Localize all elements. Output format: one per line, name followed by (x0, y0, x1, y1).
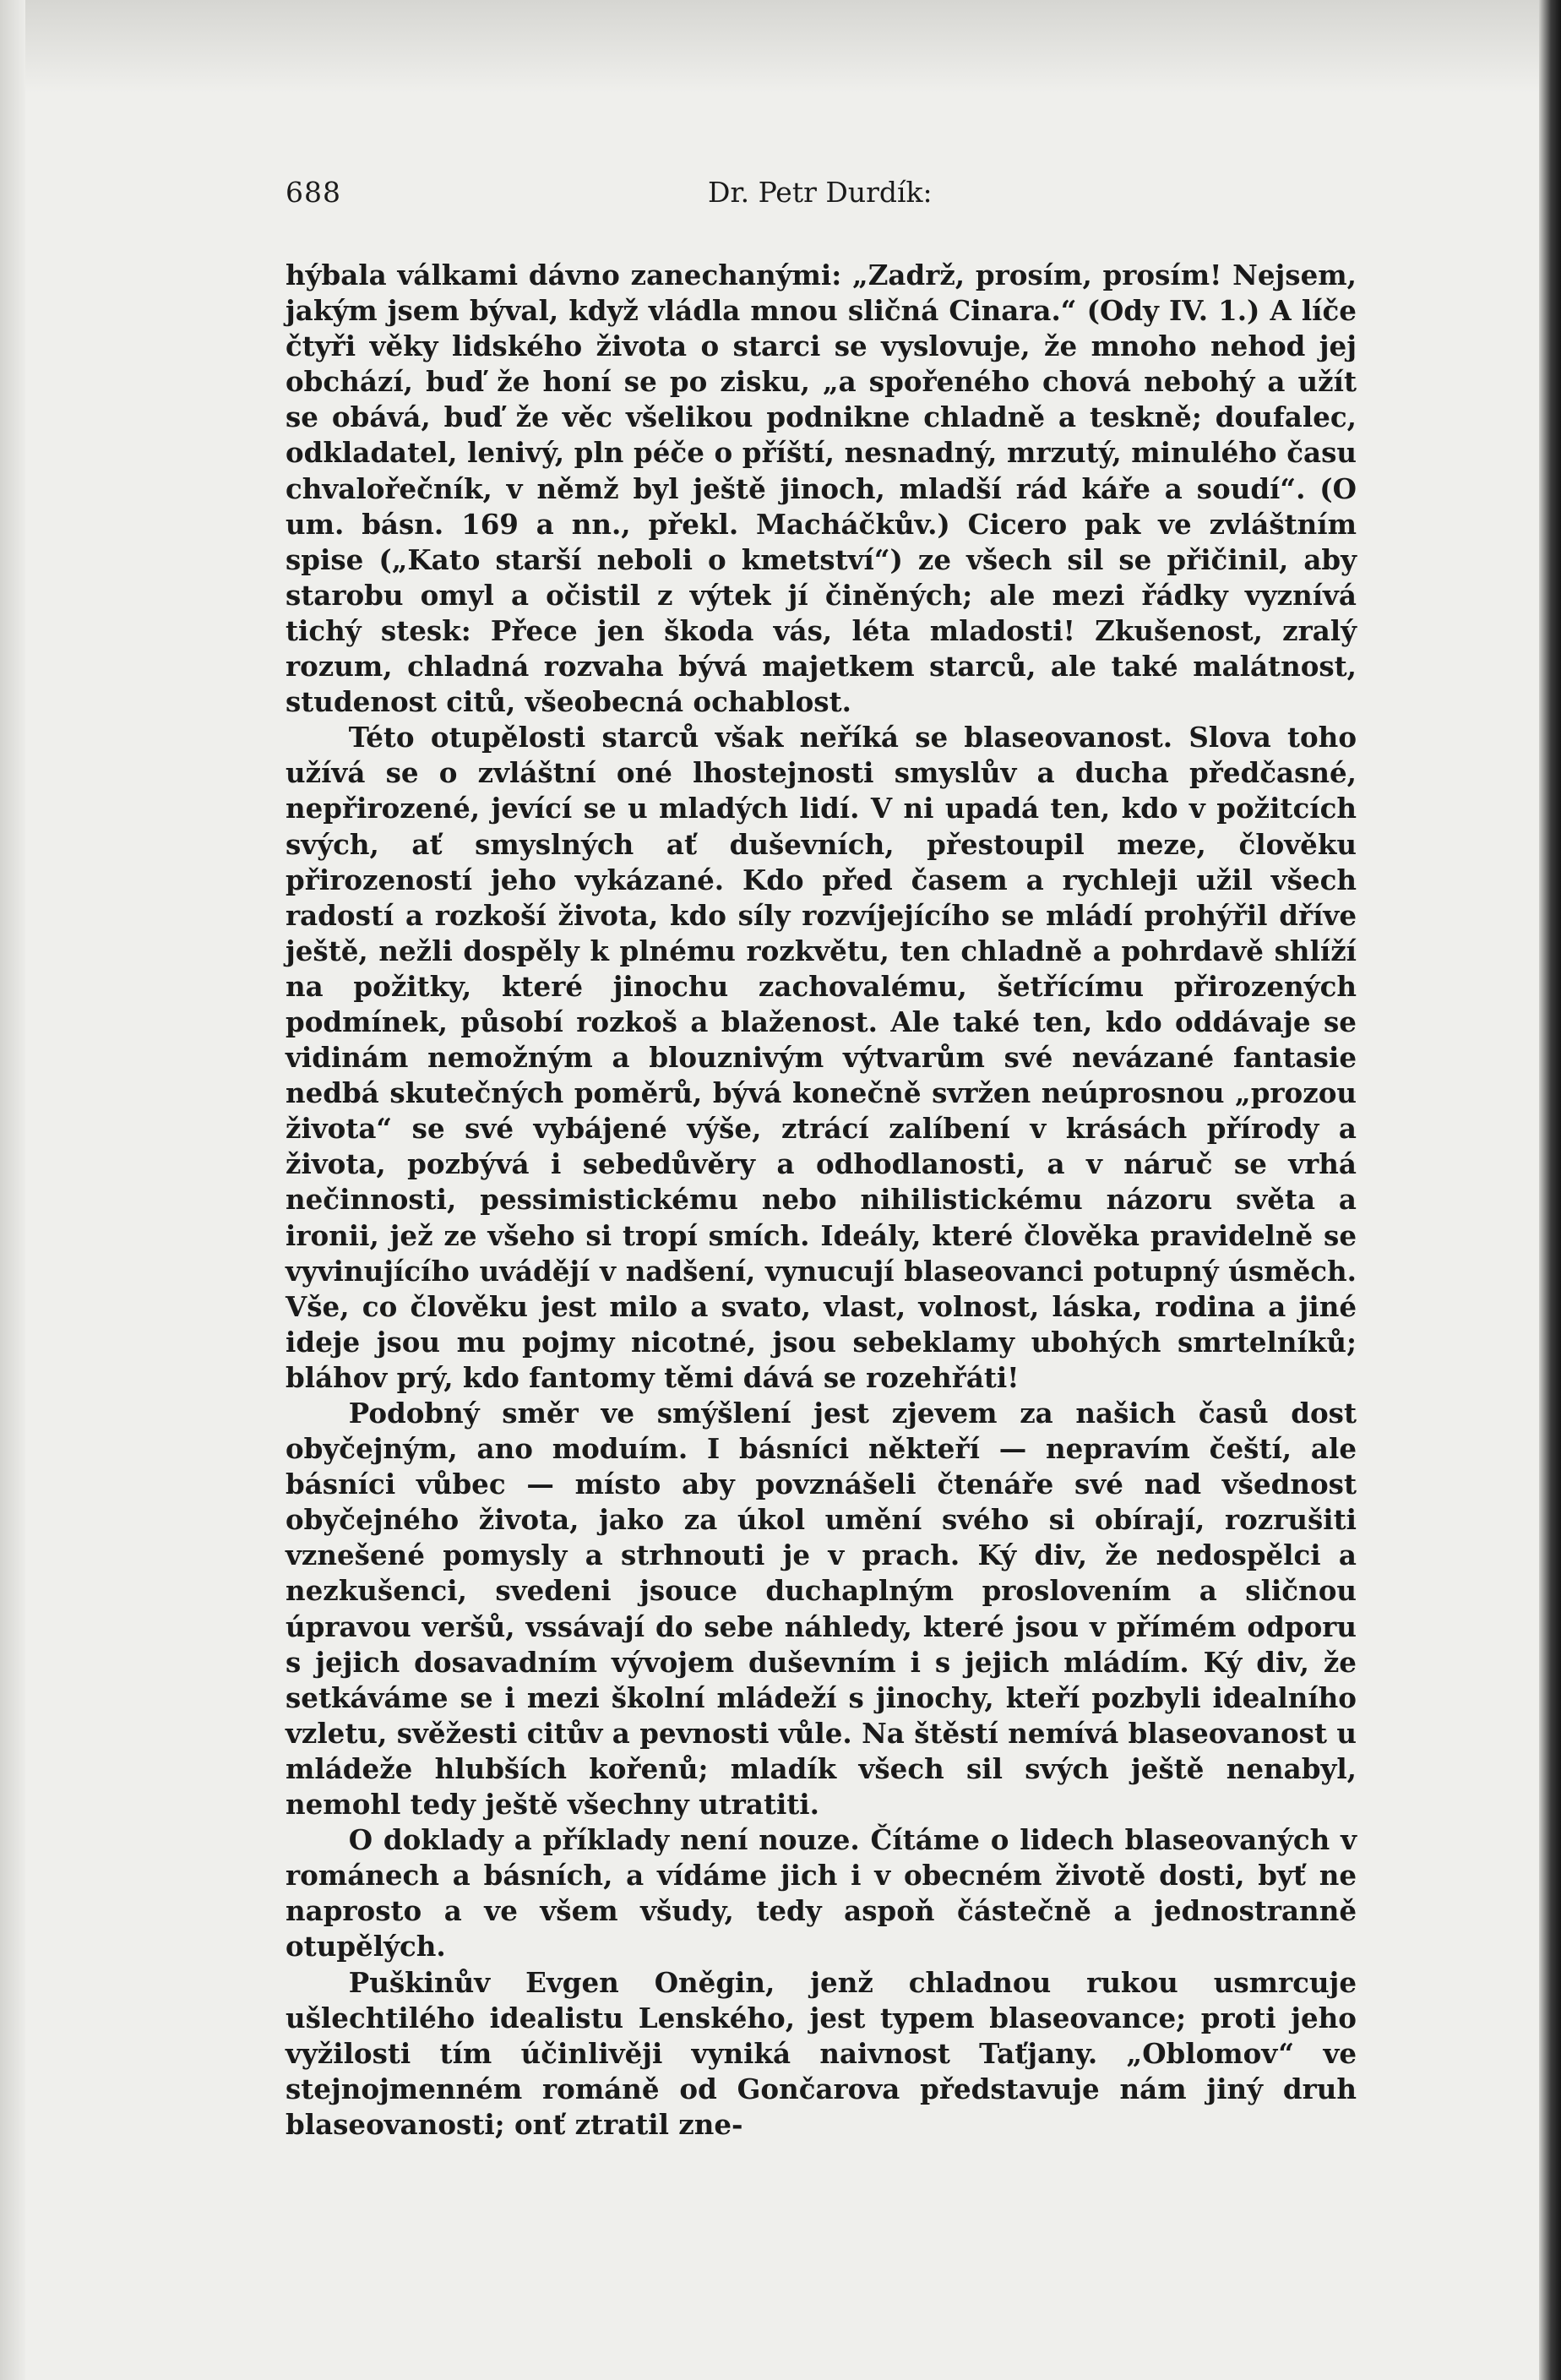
paragraph-1: hýbala válkami dávno zanechanými: „Zadrž, prosím, prosím! Nejsem, jakým jsem býval, když vládla mnou sličná Cinara.“ (Ody IV. 1.) A líče čtyři věky lidského života o starci se vyslovuje, že mnoho nehod jej obchází, buď že honí se po zisku, „a spořeného chová nebohý a užít se obává, buď že věc všelikou podnikne chladně a teskně; doufalec, odkladatel, lenivý, pln péče o příští, nesnadný, mrzutý, minulého času chvalořečník, v němž byl ještě jinoch, mladší rád káře a soudí“. (O um. básn. 169 a nn., překl. Macháčkův.) Cicero pak ve zvláštním spise („Kato starší neboli o kmetství“) ze všech sil se přičinil, aby starobu omyl a očistil z výtek jí činěných; ale mezi řádky vyznívá tichý stesk: Přece jen škoda vás, léta mladosti! Zkušenost, zralý rozum, chladná rozvaha bývá majetkem starců, ale také malátnost, studenost citů, všeobecná ochablost. (286, 259, 1357, 719)
running-head: Dr. Petr Durdík: (708, 176, 933, 209)
page-number: 688 (286, 176, 341, 209)
page-shadow-top (0, 0, 1561, 93)
paragraph-5: Puškinův Evgen Oněgin, jenž chladnou rukou usmrcuje ušlechtilého idealistu Lenského, jest typem blaseovance; proti jeho vyžilosti tím účinlivěji vyniká naivnost Taťjany. „Oblomov“ ve stejnojmenném románě od Gončarova představuje nám jiný druh blaseovanosti; onť ztratil zne- (286, 1965, 1357, 2141)
page-shadow-left (0, 0, 25, 2380)
body-text (286, 258, 1357, 2143)
page-edge-right (1539, 0, 1561, 2380)
paragraph-4: O doklady a příklady není nouze. Čítáme o lidech blaseovaných v románech a básních, a vídáme jich i v obecném životě dosti, byť ne naprosto a ve všem všudy, tedy aspoň částečně a jednostranně otupělých. (286, 1823, 1357, 1963)
paragraph-3: Podobný směr ve smýšlení jest zjevem za našich časů dost obyčejným, ano moduím. I básníci někteří — nepravím čeští, ale básníci vůbec — místo aby povznášeli čtenáře své nad všednost obyčejného života, jako za úkol umění svého si obírají, rozrušiti vznešené pomysly a strhnouti je v prach. Ký div, že nedospělci a nezkušenci, svedeni jsouce duchaplným proslovením a sličnou úpravou veršů, vssávají do sebe náhledy, které jsou v přímém odporu s jejich dosavadním vývojem duševním i s jejich mládím. Ký div, že setkáváme se i mezi školní mládeží s jinochy, kteří pozbyli idealního vzletu, svěžesti citův a pevnosti vůle. Na štěstí nemívá blaseovanost u mládeže hlubších kořenů; mladík všech sil svých ještě nenabyl, nemohl tedy ještě všechny utratiti. (286, 1397, 1357, 1822)
page-header (286, 176, 1375, 218)
paragraph-2: Této otupělosti starců však neříká se blaseovanost. Slova toho užívá se o zvláštní oné lhostejnosti smyslův a ducha předčasné, nepřirozené, jevící se u mladých lidí. V ni upadá ten, kdo v požitcích svých, ať smyslných ať duševních, přestoupil meze, člověku přirozeností jeho vykázané. Kdo před časem a rychleji užil všech radostí a rozkoší života, kdo síly rozvíjejícího se mládí prohýřil dříve ještě, nežli dospěly k plnému rozkvětu, ten chladně a pohrdavě shlíží na požitky, které jinochu zachovalému, šetřícímu přirozených podmínek, působí rozkoš a blaženost. Ale také ten, kdo oddávaje se vidinám nemožným a blouznivým výtvarům své nevázané fantasie nedbá skutečných poměrů, bývá konečně svržen neúprosnou „prozou života“ se své vybájené výše, ztrácí zalíbení v krásách přírody a života, pozbývá i sebedůvěry a odhodlanosti, a v náruč se vrhá nečinnosti, pessimistickému nebo nihilistickému názoru světa a ironii, jež ze všeho si tropí smích. Ideály, které člověka pravidelně se vyvinujícího uvádějí v nadšení, vynucují blaseovanci potupný úsměch. Vše, co člověku jest milo a svato, vlast, volnost, láska, rodina a jiné ideje jsou mu pojmy nicotné, jsou sebeklamy ubohých smrtelníků; bláhov prý, kdo fantomy těmi dává se rozehřáti! (286, 721, 1357, 1394)
